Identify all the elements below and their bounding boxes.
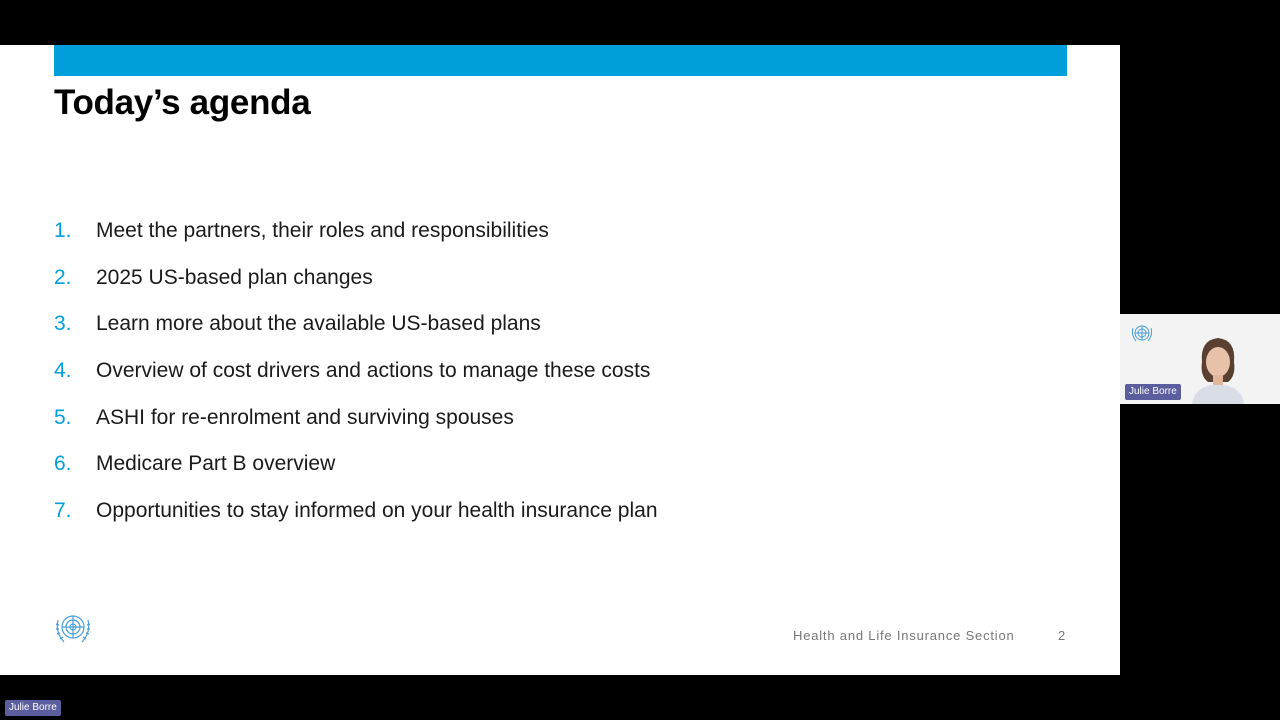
participant-video-tile[interactable] [1120, 314, 1280, 404]
speaker-video-feed [1184, 332, 1254, 404]
participant-name-tag: Julie Borre [1125, 384, 1181, 400]
agenda-item-text: Learn more about the available US-based plans [96, 312, 541, 336]
agenda-item-number: 2. [54, 265, 72, 289]
agenda-item-text: ASHI for re-enrolment and surviving spouses [96, 405, 514, 429]
un-emblem-icon [52, 612, 94, 648]
presentation-slide [0, 45, 1120, 675]
agenda-item-text: Medicare Part B overview [96, 452, 336, 476]
slide-title: Today’s agenda [54, 83, 311, 122]
agenda-item [54, 359, 658, 406]
agenda-item-text: Meet the partners, their roles and responsibilities [96, 219, 549, 242]
slide-page-number: 2 [1058, 628, 1066, 643]
agenda-item-text: Opportunities to stay informed on your health insurance plan [96, 499, 658, 523]
agenda-item [54, 452, 658, 499]
slide-footer: Health and Life Insurance Section [793, 628, 1015, 643]
agenda-item [54, 406, 658, 453]
agenda-item-number: 1. [54, 219, 72, 242]
agenda-item-text: Overview of cost drivers and actions to manage these costs [96, 359, 651, 383]
agenda-list [54, 219, 658, 546]
agenda-item [54, 219, 658, 266]
un-emblem-icon [1130, 323, 1154, 343]
agenda-item-number: 5. [54, 405, 72, 429]
slide-header-bar [54, 45, 1067, 76]
agenda-item-number: 4. [54, 359, 72, 383]
agenda-item-number: 3. [54, 312, 72, 336]
agenda-item [54, 266, 658, 313]
self-name-tag: Julie Borre [5, 700, 61, 716]
agenda-item-number: 7. [54, 499, 72, 523]
agenda-item-text: 2025 US-based plan changes [96, 265, 373, 289]
agenda-item [54, 312, 658, 359]
agenda-item [54, 499, 658, 546]
agenda-item-number: 6. [54, 452, 72, 476]
